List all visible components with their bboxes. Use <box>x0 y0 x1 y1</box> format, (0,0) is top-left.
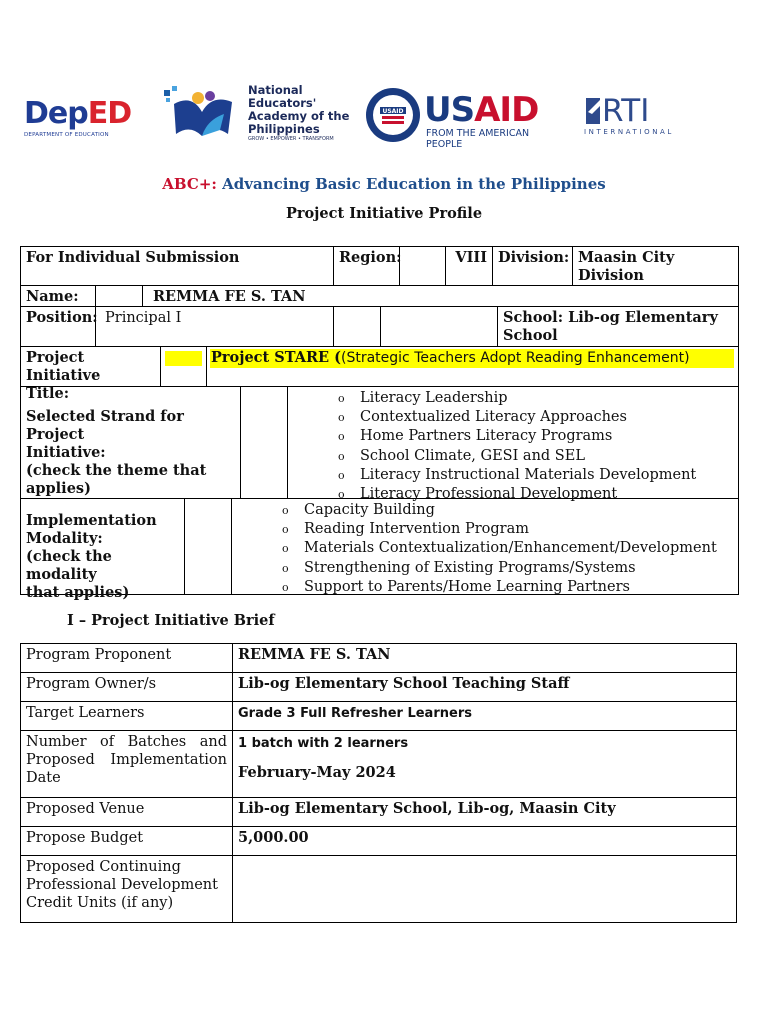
submission-label: For Individual Submission <box>26 249 240 266</box>
budget-value: 5,000.00 <box>238 829 309 846</box>
strand-label-line: (check the theme that <box>26 462 207 479</box>
bullet-icon: o <box>338 430 345 444</box>
neap-logo-text <box>248 84 349 136</box>
strand-option-label: Literacy Leadership <box>360 390 508 406</box>
bullet-icon: o <box>338 411 345 425</box>
modality-option-label: Strengthening of Existing Programs/Systems <box>304 559 636 576</box>
neap-logo <box>162 84 352 146</box>
modality-label-line: Implementation <box>26 512 157 529</box>
neap-line: Philippines <box>248 122 320 136</box>
table-rule <box>333 306 334 347</box>
venue-value: Lib-og Elementary School, Lib-og, Maasin City <box>238 800 616 817</box>
learners-value: Grade 3 Full Refresher Learners <box>238 706 472 721</box>
deped-logo-text-1: Dep <box>24 96 88 131</box>
venue-label: Proposed Venue <box>26 801 145 817</box>
table-rule <box>287 386 288 499</box>
bullet-icon: o <box>282 561 289 575</box>
strand-option[interactable] <box>338 466 696 485</box>
batches-label <box>21 731 232 789</box>
modality-option[interactable] <box>282 578 717 597</box>
cpd-label <box>21 856 232 914</box>
cpd-label-line: Professional Development <box>26 877 218 893</box>
profile-title: Project Initiative Profile <box>285 205 483 222</box>
modality-label <box>21 510 184 604</box>
batches-label-line: Date <box>26 770 61 786</box>
batches-label-line: Number of Batches and <box>26 734 227 750</box>
region-value: VIII <box>455 249 487 266</box>
strand-option[interactable] <box>338 389 696 408</box>
bullet-icon: o <box>282 542 289 556</box>
division-value-line: Division <box>578 267 644 284</box>
name-value: REMMA FE S. TAN <box>153 288 306 305</box>
table-rule <box>184 498 185 595</box>
strand-option[interactable] <box>338 447 696 466</box>
abc-prefix: ABC+: <box>162 175 217 193</box>
region-label: Region: <box>339 249 402 266</box>
strand-option-label: Contextualized Literacy Approaches <box>360 409 627 426</box>
school-value-line: School <box>503 327 558 344</box>
cpd-value <box>233 856 733 860</box>
cpd-label-line: Proposed Continuing <box>26 859 181 875</box>
usaid-logo <box>364 84 560 150</box>
project-title-label-line: Title: <box>26 385 70 402</box>
proponent-value: REMMA FE S. TAN <box>238 646 391 663</box>
strand-label <box>21 406 240 500</box>
modality-option-label: Reading Intervention Program <box>304 521 529 538</box>
strand-option-label: School Climate, GESI and SEL <box>360 447 585 464</box>
table-rule <box>738 246 739 595</box>
strand-label-line: Selected Strand for Project <box>26 408 184 443</box>
modality-option-label: Support to Parents/Home Learning Partners <box>304 578 630 595</box>
modality-option-label: Capacity Building <box>304 502 435 518</box>
strand-option[interactable] <box>338 427 696 446</box>
bullet-icon: o <box>282 504 289 517</box>
deped-logo-subtitle: DEPARTMENT OF EDUCATION <box>24 132 109 138</box>
neap-emblem-icon <box>162 84 242 146</box>
table-rule <box>142 285 143 307</box>
usaid-logo-subtitle: FROM THE AMERICAN PEOPLE <box>426 128 530 150</box>
rti-logo <box>584 94 694 140</box>
strand-options <box>338 389 696 504</box>
strand-label-line: applies) <box>26 480 91 497</box>
table-rule <box>160 346 161 387</box>
strand-option-label: Home Partners Literacy Programs <box>360 428 613 445</box>
table-rule <box>231 498 232 595</box>
table-rule <box>736 643 737 923</box>
usaid-text-1: US <box>424 90 475 130</box>
abc-title: Advancing Basic Education in the Philippines <box>222 175 606 193</box>
project-title-label <box>21 347 160 405</box>
cpd-label-line: Credit Units (if any) <box>26 895 174 911</box>
neap-tagline: GROW • EMPOWER • TRANSFORM <box>248 136 334 142</box>
modality-option[interactable] <box>282 539 717 558</box>
proponent-label: Program Proponent <box>26 647 172 663</box>
highlight-mark <box>165 351 202 366</box>
division-value <box>573 247 738 287</box>
strand-option[interactable] <box>338 408 696 427</box>
bullet-icon: o <box>338 392 345 405</box>
bullet-icon: o <box>338 488 345 502</box>
usaid-seal-text: USAID <box>382 108 404 115</box>
modality-options <box>282 501 717 597</box>
bullet-icon: o <box>282 523 289 537</box>
usaid-seal-icon <box>364 86 422 144</box>
modality-option-label: Materials Contextualization/Enhancement/Development <box>304 540 717 557</box>
project-title-bold: Project STARE ( <box>211 349 341 366</box>
batches-label-line: Proposed Implementation <box>26 752 227 768</box>
modality-option[interactable] <box>282 520 717 539</box>
modality-label-line: Modality: <box>26 530 103 547</box>
learners-label: Target Learners <box>26 705 145 721</box>
usaid-logo-text <box>424 92 538 128</box>
bullet-icon: o <box>338 449 345 463</box>
bullet-icon: o <box>282 580 289 594</box>
modality-label-line: (check the modality <box>26 548 112 583</box>
table-rule <box>240 386 241 499</box>
name-label: Name: <box>26 288 79 305</box>
rti-logo-subtitle: INTERNATIONAL <box>584 128 674 136</box>
owner-label: Program Owner/s <box>26 676 157 692</box>
modality-label-line: that applies) <box>26 584 130 601</box>
neap-line: National <box>248 83 303 97</box>
project-title-rest: (Strategic Teachers Adopt Reading Enhancement) <box>341 350 690 366</box>
rti-mark-icon <box>584 96 602 126</box>
project-title-label-line: Project Initiative <box>26 349 101 384</box>
date-value: February-May 2024 <box>238 764 396 781</box>
position-value: Principal I <box>105 310 182 326</box>
strand-option-label: Literacy Instructional Materials Development <box>360 466 697 483</box>
neap-line: Academy of the <box>248 109 350 123</box>
batches-value: 1 batch with 2 learners <box>238 736 409 751</box>
table-rule <box>95 285 96 307</box>
strand-label-line: Initiative: <box>26 444 106 461</box>
school-value <box>498 307 738 347</box>
usaid-text-2: AID <box>474 90 539 130</box>
document-program-title <box>0 175 768 193</box>
position-label: Position: <box>26 309 98 326</box>
owner-value: Lib-og Elementary School Teaching Staff <box>238 675 570 692</box>
deped-logo <box>24 98 136 144</box>
bullet-icon: o <box>338 468 345 482</box>
budget-label: Propose Budget <box>26 830 144 846</box>
school-value-line: School: Lib-og Elementary <box>503 309 718 326</box>
section-heading: I – Project Initiative Brief <box>67 612 275 629</box>
modality-option[interactable] <box>282 501 717 520</box>
deped-logo-text-2: ED <box>87 96 132 131</box>
table-rule <box>20 922 737 923</box>
division-label: Division: <box>498 249 570 266</box>
table-rule <box>380 306 381 347</box>
rti-logo-text: RTI <box>602 93 650 129</box>
project-title-value <box>207 348 738 368</box>
neap-line: Educators' <box>248 96 317 110</box>
division-value-line: Maasin City <box>578 249 675 266</box>
strand-option-label: Literacy Professional Development <box>360 486 618 503</box>
modality-option[interactable] <box>282 559 717 578</box>
